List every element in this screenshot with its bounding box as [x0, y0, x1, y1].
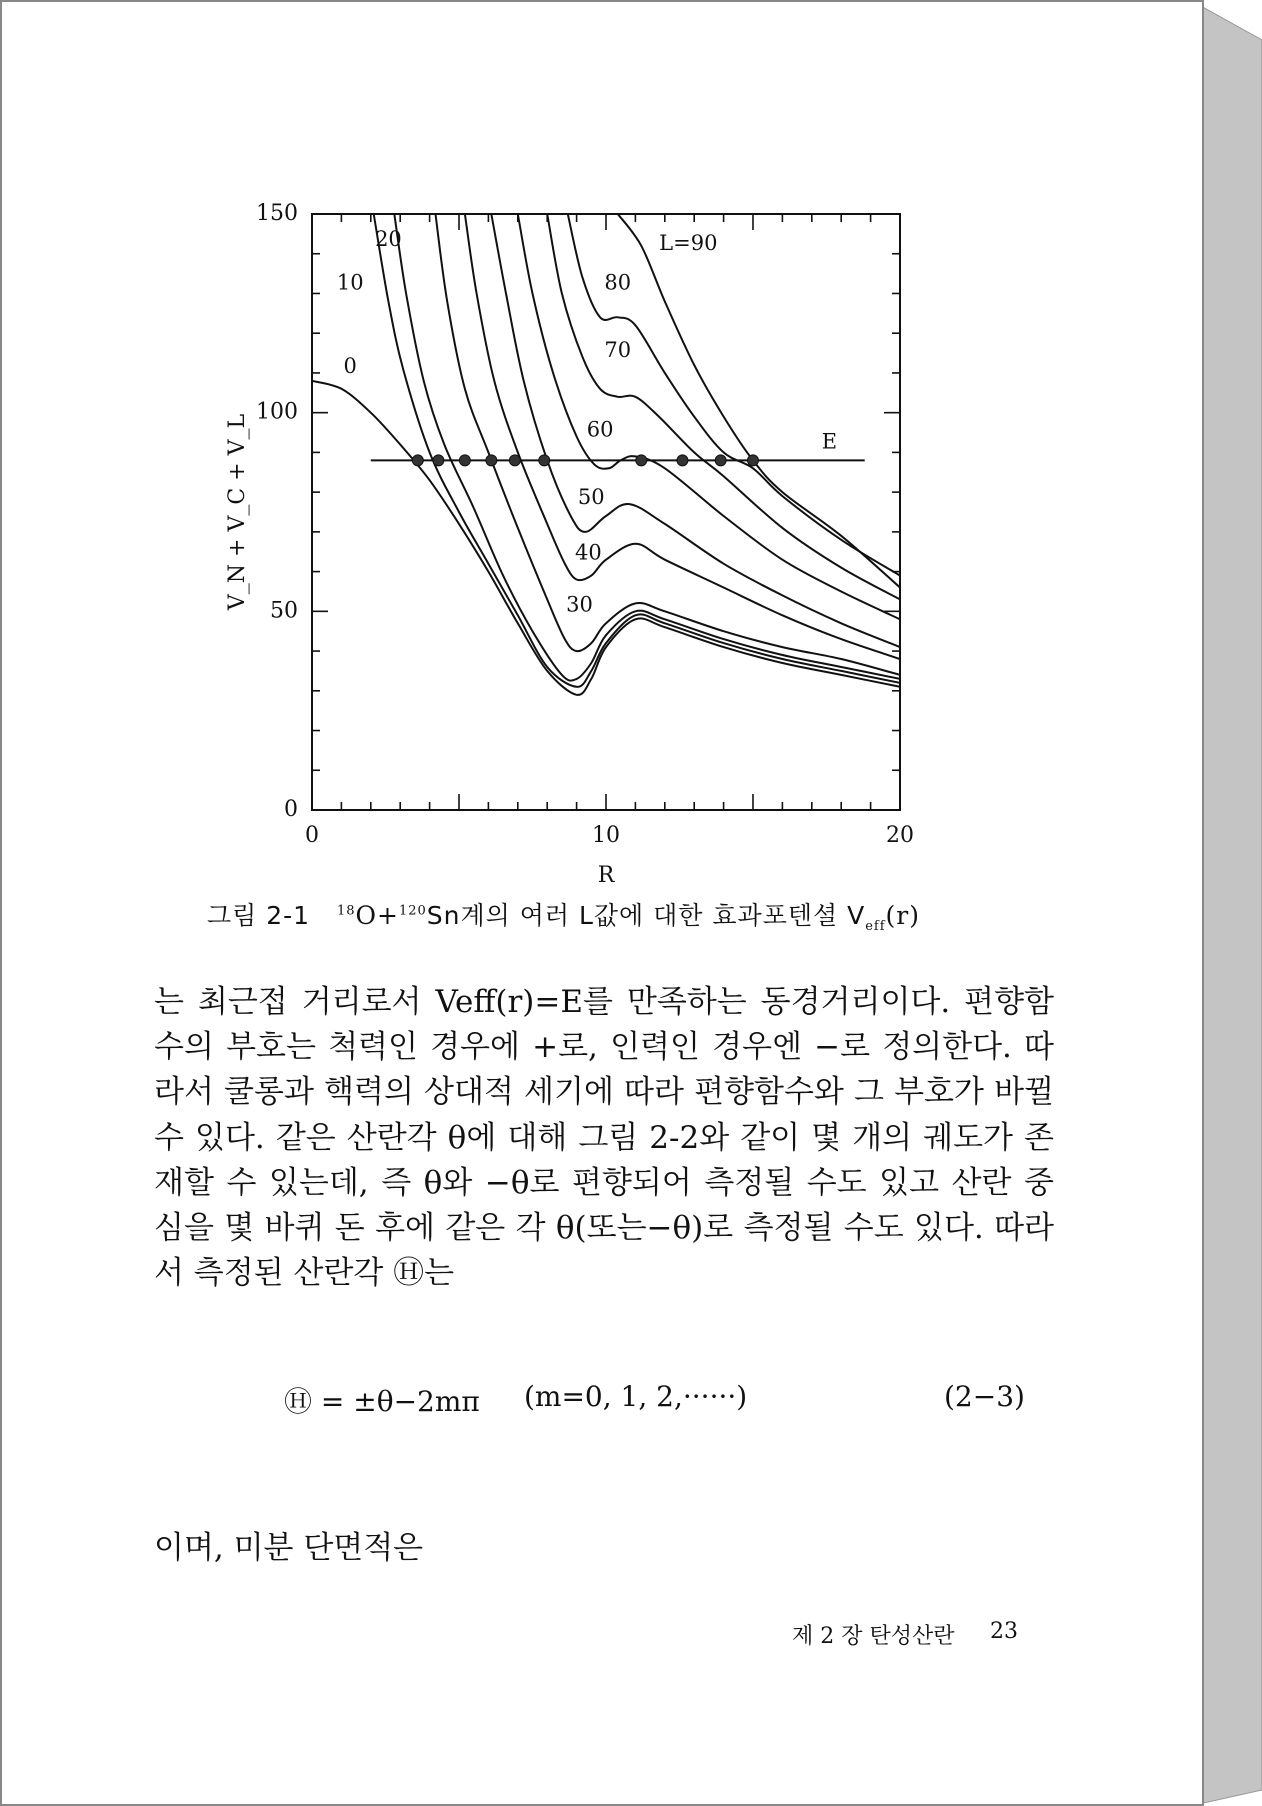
- intersection-point: [486, 455, 497, 466]
- intersection-point: [748, 455, 759, 466]
- equation-condition: (m=0, 1, 2,······): [524, 1380, 748, 1413]
- plot-frame: [312, 214, 900, 810]
- caption-sn-mass: 120: [398, 903, 427, 919]
- series-line-L90: [618, 214, 900, 588]
- intersection-point: [412, 455, 423, 466]
- equation-number: (2−3): [944, 1380, 1025, 1413]
- x-tick-label: 20: [886, 823, 914, 848]
- caption-suffix: (r): [885, 901, 920, 930]
- curve-label-L90: L=90: [659, 230, 718, 255]
- footer-page-number: 23: [990, 1619, 1018, 1644]
- intersection-point: [539, 455, 550, 466]
- caption-formula: [337, 901, 427, 930]
- intersection-point: [677, 455, 688, 466]
- intersection-point: [459, 455, 470, 466]
- y-tick-label: 0: [284, 797, 298, 822]
- curve-label-L0: 0: [343, 353, 357, 378]
- x-tick-label: 10: [592, 823, 620, 848]
- intersection-point: [509, 455, 520, 466]
- intersection-point: [636, 455, 647, 466]
- chart-ticks: [256, 201, 914, 848]
- x-tick-label: 0: [305, 823, 319, 848]
- intersection-point: [715, 455, 726, 466]
- curve-label-L30: 30: [566, 592, 593, 617]
- curve-label-L70: 70: [604, 338, 632, 363]
- equation-lhs: Ⓗ = ±θ−2mπ: [284, 1385, 480, 1418]
- caption-o-symbol: O+: [355, 901, 399, 930]
- curve-label-L10: 10: [336, 270, 364, 295]
- intersection-point: [433, 455, 444, 466]
- series-line-L80: [568, 214, 900, 576]
- potential-chart: [2, 2, 1202, 882]
- caption-sub: eff: [865, 919, 886, 934]
- curve-label-L20: 20: [375, 226, 402, 251]
- figure-caption: [207, 896, 920, 934]
- energy-label: E: [821, 429, 838, 454]
- y-tick-label: 50: [270, 598, 298, 624]
- chart-frame: [312, 214, 900, 810]
- curve-label-L40: 40: [574, 540, 602, 565]
- y-tick-label: 100: [256, 399, 298, 425]
- y-axis-label: V_N + V_C + V_L: [225, 413, 250, 611]
- curve-label-L50: 50: [577, 485, 605, 510]
- chart-labels: [225, 227, 717, 882]
- caption-o-mass: 18: [336, 903, 356, 919]
- y-tick-label: 150: [256, 201, 298, 226]
- curve-label-L60: 60: [586, 417, 614, 442]
- series-line-L50: [491, 214, 900, 647]
- footer-chapter: 제 2 장 탄성산란: [792, 1624, 955, 1649]
- caption-rest: Sn계의 여러 L값에 대한 효과포텐셜 V: [426, 901, 866, 930]
- body-paragraph: 는 최근접 거리로서 Veff(r)=E를 만족하는 동경거리이다. 편향함수의 부호는 척력인 경우에 +로, 인력인 경우엔 −로 정의한다. 따라서 쿨롱과 핵력의 상대적 세기에 따라 편향함수와 그 부호가 바뀔 수 있다. 같은 산란각 θ에 대해 그림 2-2와 같이 몇 개의 궤도가 존재할 수 있는데, 즉 θ와 −θ로 편향되어 측정될 수도 있고 산란 중심을 몇 바퀴 돈 후에 같은 각 θ(또는−θ)로 측정될 수도 있다. 따라서 측정된 산란각 Ⓗ는: [154, 984, 1054, 1292]
- caption-prefix: 그림 2-1: [207, 901, 311, 930]
- curve-label-L80: 80: [604, 270, 632, 295]
- after-equation-text: 이며, 미분 단면적은: [154, 1530, 424, 1566]
- x-axis-label: R: [597, 863, 615, 882]
